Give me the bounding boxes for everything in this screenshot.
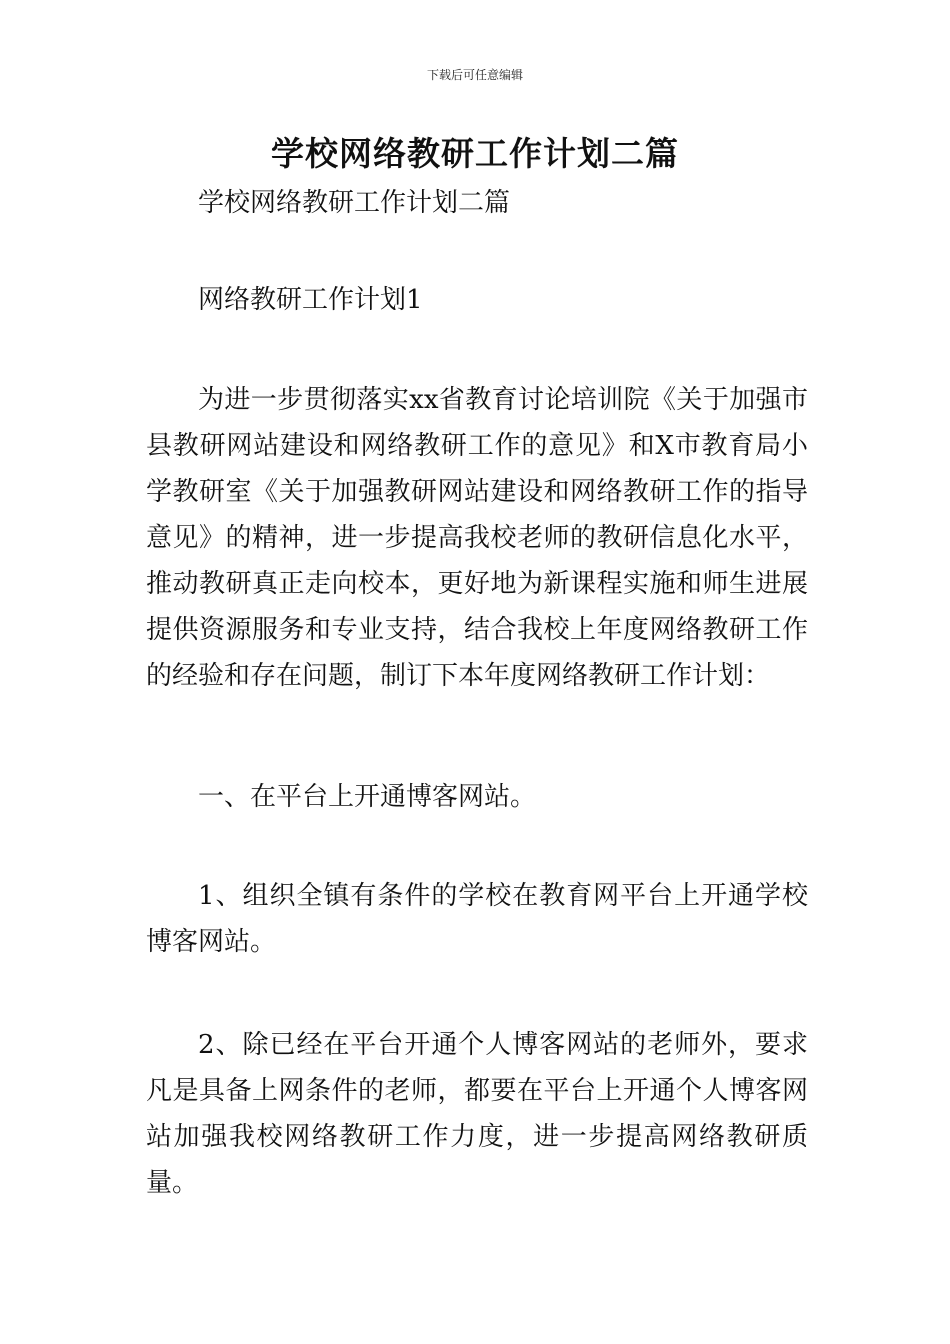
page-header-note: 下载后可任意编辑 xyxy=(426,68,523,82)
subtitle-paragraph: 学校网络教研工作计划二篇 xyxy=(198,188,511,218)
document-body-item-2 xyxy=(146,1022,808,1206)
document-body-section xyxy=(146,277,808,323)
intro-paragraph: 为进一步贯彻落实xx省教育讨论培训院《关于加强市县教研网站建设和网络教研工作的意见》和X市教育局小学教研室《关于加强教研网站建设和网络教研工作的指导意见》的精神，进一步提高我校老师的教研信息化水平，推动教研真正走向校本，更好地为新课程实施和师生进展提供资源服务和专业支持，结合我校上年度网络教研工作的经验和存在问题，制订下本年度网络教研工作计划： xyxy=(146,385,808,691)
section-heading: 网络教研工作计划1 xyxy=(198,285,423,315)
document-body xyxy=(146,180,808,226)
document-body-intro xyxy=(146,377,808,699)
item-heading-paragraph: 一、在平台上开通博客网站。 xyxy=(198,782,537,812)
item-1-paragraph: 1、组织全镇有条件的学校在教育网平台上开通学校博客网站。 xyxy=(146,881,808,957)
document-body-item-1 xyxy=(146,873,808,965)
item-2-paragraph: 2、除已经在平台开通个人博客网站的老师外，要求凡是具备上网条件的老师，都要在平台上开通个人博客网站加强我校网络教研工作力度，进一步提高网络教研质量。 xyxy=(146,1030,808,1198)
document-body-item-heading xyxy=(146,774,808,820)
document-title: 学校网络教研工作计划二篇 xyxy=(271,134,679,173)
